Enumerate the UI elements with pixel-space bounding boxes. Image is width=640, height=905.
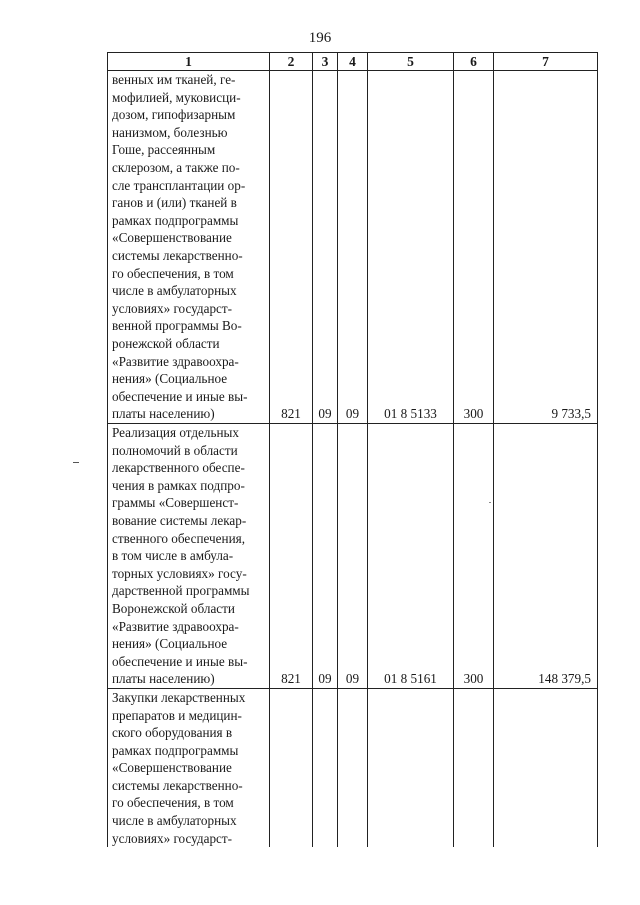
row-description: Закупки лекарственных препаратов и медицин- ского оборудования в рамках подпрограммы «Совершенствование системы лекарственно- го обеспечения, в том числе в амбулаторных условиях» государст- [108,688,270,847]
table-row [108,688,598,847]
ministry-code: 821 [270,424,313,689]
ministry-code [270,688,313,847]
expense-type-code [454,688,494,847]
amount-value [494,688,598,847]
ministry-code: 821 [270,71,313,424]
column-header-2: 2 [270,53,313,71]
column-header-1: 1 [108,53,270,71]
column-header-7: 7 [494,53,598,71]
budget-table [107,52,598,847]
row-description: венных им тканей, ге- мофилией, муковисци- дозом, гипофизарным нанизмом, болезнью Гоше, рассеянным склерозом, а также по- сле трансплантации ор- ганов и (или) тканей в рамках подпрограммы «Совершенствование системы лекарственно- го обеспечения, в том числе в амбулаторных условиях» государст- венной программы Во- ронежской области «Развитие здравоохра- нения» (Социальное обеспечение и иные вы- платы населению) [108,71,270,424]
page-number: 196 [308,30,332,46]
subsection-code: 09 [338,424,368,689]
table-row [108,424,598,689]
target-article-code: 01 8 5133 [368,71,454,424]
target-article-code [368,688,454,847]
subsection-code [338,688,368,847]
target-article-code: 01 8 5161 [368,424,454,689]
column-header-5: 5 [368,53,454,71]
column-header-6: 6 [454,53,494,71]
row-description: Реализация отдельных полномочий в области лекарственного обеспе- чения в рамках подпро- граммы «Совершенст- вование системы лекар- ственного обеспечения, в том числе в амбула- торных условиях» госу- дарственной программы Воронежской области «Развитие здравоохра- нения» (Социальное обеспечение и иные вы- платы населению) [108,424,270,689]
column-header-4: 4 [338,53,368,71]
margin-mark [73,462,79,463]
section-code: 09 [313,71,338,424]
column-header-3: 3 [313,53,338,71]
subsection-code: 09 [338,71,368,424]
section-code [313,688,338,847]
expense-type-code: 300 [454,71,494,424]
table-row [108,71,598,424]
amount-value: 148 379,5 [494,424,598,689]
header-row [108,53,598,71]
expense-type-code: 300 [454,424,494,689]
section-code: 09 [313,424,338,689]
amount-value: 9 733,5 [494,71,598,424]
